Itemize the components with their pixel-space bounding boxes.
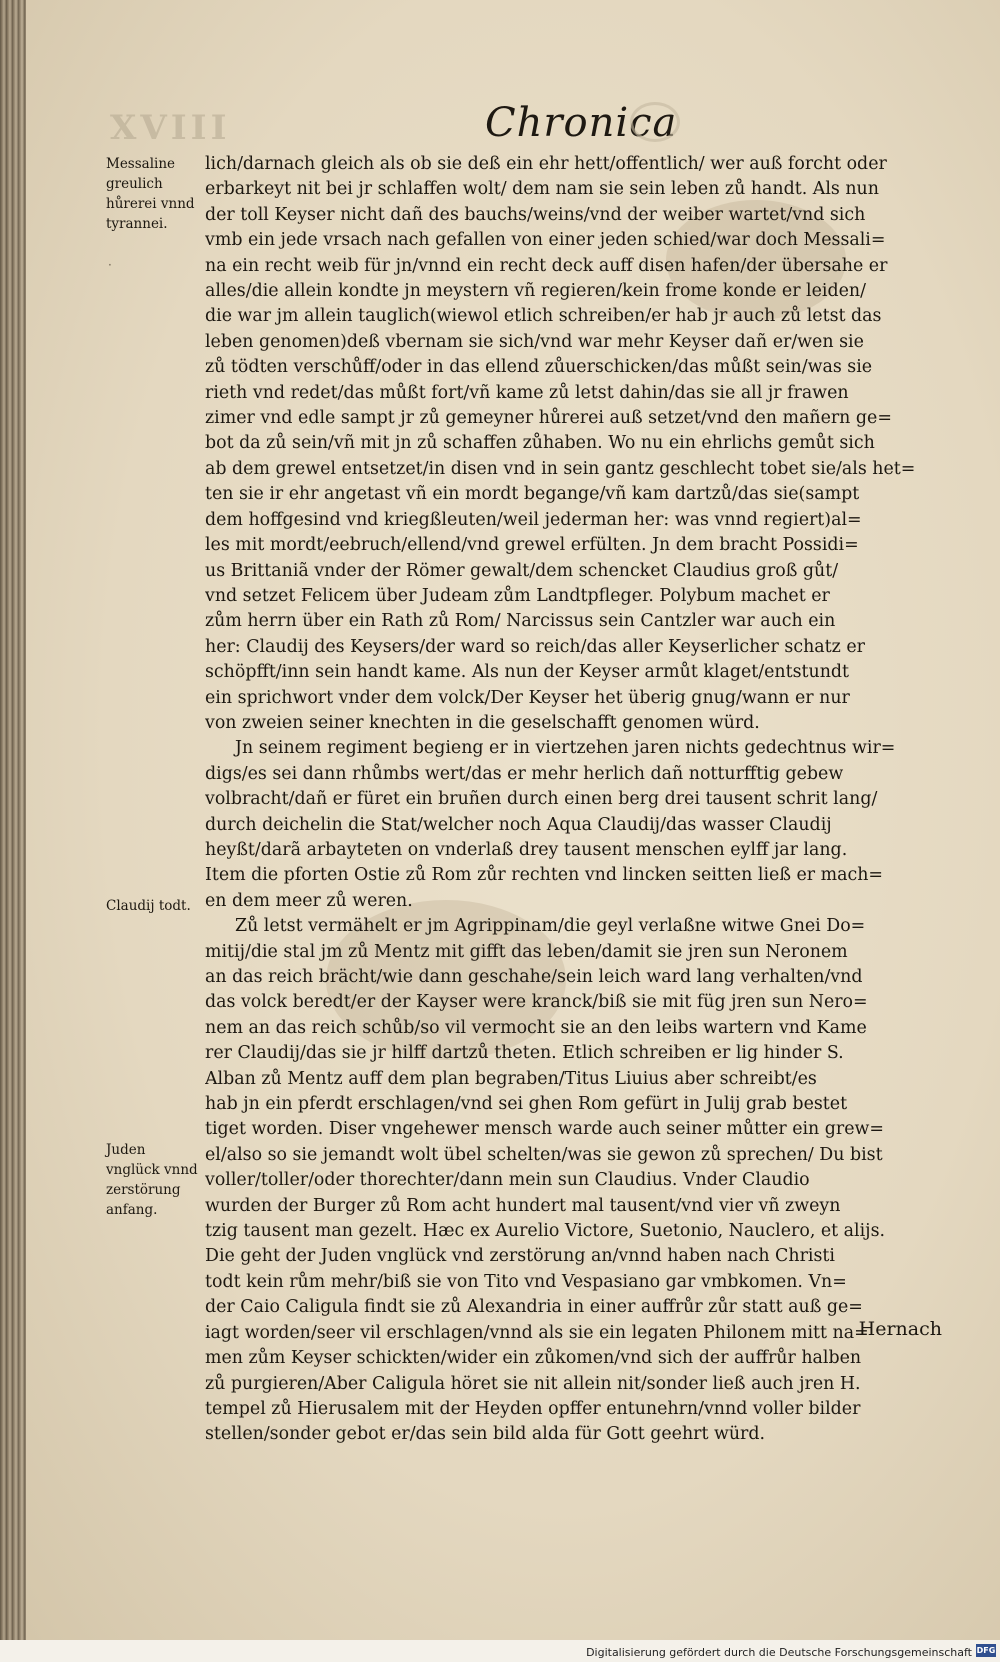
text-line: na ein recht weib für jn/vnnd ein recht deck auff disen hafen/der übersahe er [205,255,888,276]
text-line: erbarkeyt nit bei jr schlaffen wolt/ dem nam sie sein leben zů handt. Als nun [205,179,879,200]
text-line: zům herrn über ein Rath zů Rom/ Narcissus sein Cantzler war auch ein [205,611,836,632]
text-line: alles/die allein kondte jn meystern vñ regieren/kein frome konde er leiden/ [205,281,866,302]
margin-note-juden: Juden vnglück vnnd zerstörung anfang. [106,1142,198,1218]
text-line: her: Claudij des Keysers/der ward so reich/das aller Keyserlicher schatz er [205,636,865,657]
text-line: vnd setzet Felicem über Judeam zům Landtpfleger. Polybum machet er [205,585,830,606]
text-line: tempel zů Hierusalem mit der Heyden opffer entunehrn/vnnd voller bilder [205,1398,861,1419]
text-line: tzig tausent man gezelt. Hæc ex Aurelio Victore, Suetonio, Nauclero, et alijs. [205,1221,886,1242]
text-line: ein sprichwort vnder dem volck/Der Keyser het überig gnug/wann er nur [205,687,850,708]
text-line: digs/es sei dann rhůmbs wert/das er mehr herlich dañ notturfftig gebew [205,763,844,784]
paragraph-1 [205,152,940,736]
text-line: volbracht/dañ er füret ein bruñen durch einen berg drei tausent schrit lang/ [205,789,878,810]
text-line: men zům Keyser schickten/wider ein zůkomen/vnd sich der auffrůr halben [205,1348,862,1369]
text-line: el/also so sie jemandt wolt übel schelten/was sie gewon zů sprechen/ Du bist [205,1144,883,1165]
text-line: bot da zů sein/vñ mit jn zů schaffen zůhaben. Wo nu ein ehrlichs gemůt sich [205,433,875,454]
bleed-through-mark [630,102,680,142]
text-line: Die geht der Juden vnglück vnd zerstörung an/vnnd haben nach Christi [205,1246,835,1267]
text-line: mitij/die stal jm zů Mentz mit gifft das leben/damit sie jren sun Neronem [205,941,848,962]
bleed-through-header: XVIII [110,108,231,148]
text-line: der Caio Caligula findt sie zů Alexandria in einer auffrůr zůr statt auß ge= [205,1297,863,1318]
running-head: Chronica [485,100,678,146]
book-gutter [0,0,26,1640]
text-line: zimer vnd edle sampt jr zů gemeyner hůrerei auß setzet/vnd den mañern ge= [205,408,892,429]
text-line: Alban zů Mentz auff dem plan begraben/Titus Liuius aber schreibt/es [205,1068,817,1089]
text-line: les mit mordt/eebruch/ellend/vnd grewel erfülten. Jn dem bracht Possidi= [205,535,859,556]
text-line: hab jn ein pferdt erschlagen/vnd sei ghen Rom gefürt in Julij grab bestet [205,1094,848,1115]
text-line: tiget worden. Diser vngehewer mensch warde auch seiner můtter ein grew= [205,1119,884,1140]
paragraph-3 [205,914,940,1244]
text-line: nem an das reich schůb/so vil vermocht sie an den leibs wartern vnd Kame [205,1017,867,1038]
text-line: voller/toller/oder thorechter/dann mein sun Claudius. Vnder Claudio [205,1170,810,1191]
text-line: en dem meer zů weren. [205,890,413,911]
text-line: rieth vnd redet/das můßt fort/vñ kame zů letst dahin/das sie all jr frawen [205,382,849,403]
paragraph-2 [205,736,940,914]
text-line: ab dem grewel entsetzet/in disen vnd in sein gantz geschlecht tobet sie/als het= [205,458,916,479]
text-line: lich/darnach gleich als ob sie deß ein ehr hett/offentlich/ wer auß forcht oder [205,154,887,174]
text-line: zů tödten verschůff/oder in das ellend zůuerschicken/das můßt sein/was sie [205,357,873,378]
text-line: an das reich brächt/wie dann geschahe/sein leich ward lang verhalten/vnd [205,967,863,987]
text-line: das volck beredt/er der Kayser were kranck/biß sie mit füg jren sun Nero= [205,992,868,1013]
text-line: durch deichelin die Stat/welcher noch Aqua Claudij/das wasser Claudij [205,814,832,835]
text-line: die war jm allein tauglich(wiewol etlich schreiben/er hab jr auch zů letst das [205,306,882,327]
text-line: rer Claudij/das sie jr hilff dartzů theten. Etlich schreiben er lig hinder S. [205,1043,844,1064]
catchword: Hernach [858,1318,942,1340]
text-line: Jn seinem regiment begieng er in viertzehen jaren nichts gedechtnus wir= [235,738,896,759]
margin-note-messaline: Messaline greulich hůrerei vnnd tyrannei. [106,156,195,232]
text-line: dem hoffgesind vnd kriegßleuten/weil jederman her: was vnnd regiert)al= [205,509,862,530]
dfg-logo-icon: DFG [976,1646,996,1655]
margin-tick: · [108,258,112,272]
paragraph-4 [205,1244,940,1447]
margin-note-claudij: Claudij todt. [106,898,191,914]
text-line: ten sie ir ehr angetast vñ ein mordt begange/vñ kam dartzů/das sie(sampt [205,484,860,505]
text-line: iagt worden/seer vil erschlagen/vnnd als sie ein legaten Philonem mitt na= [205,1322,869,1343]
digitization-credit: Digitalisierung gefördert durch die Deutsche Forschungsgemeinschaft [586,1646,972,1659]
text-line: todt kein rům mehr/biß sie von Tito vnd Vespasiano gar vmbkomen. Vn= [205,1271,847,1292]
main-text [205,152,940,1448]
text-line: zů purgieren/Aber Caligula höret sie nit allein nit/sonder ließ auch jren H. [205,1373,861,1394]
text-line: Item die pforten Ostie zů Rom zůr rechten vnd lincken seitten ließ er mach= [205,865,883,886]
text-line: us Brittaniã vnder der Römer gewalt/dem schencket Claudius groß gůt/ [205,560,839,581]
text-line: stellen/sonder gebot er/das sein bild alda für Gott geehrt würd. [205,1424,766,1445]
text-line: der toll Keyser nicht dañ des bauchs/weins/vnd der weiber wartet/vnd sich [205,204,866,225]
text-line: von zweien seiner knechten in die geselschafft genomen würd. [205,712,760,733]
text-line: leben genomen)deß vbernam sie sich/vnd war mehr Keyser dañ er/wen sie [205,331,864,352]
text-line: wurden der Burger zů Rom acht hundert mal tausent/vnd vier vñ zweyn [205,1195,841,1216]
text-line: schöpfft/inn sein handt kame. Als nun der Keyser armůt klaget/entstundt [205,662,850,683]
text-line: heyßt/darã arbayteten on vnderlaß drey tausent menschen eylff jar lang. [205,839,848,860]
text-line: vmb ein jede vrsach nach gefallen von einer jeden schied/war doch Messali= [205,230,886,251]
text-line: Zů letst vermähelt er jm Agrippinam/die geyl verlaßne witwe Gnei Do= [235,916,866,937]
